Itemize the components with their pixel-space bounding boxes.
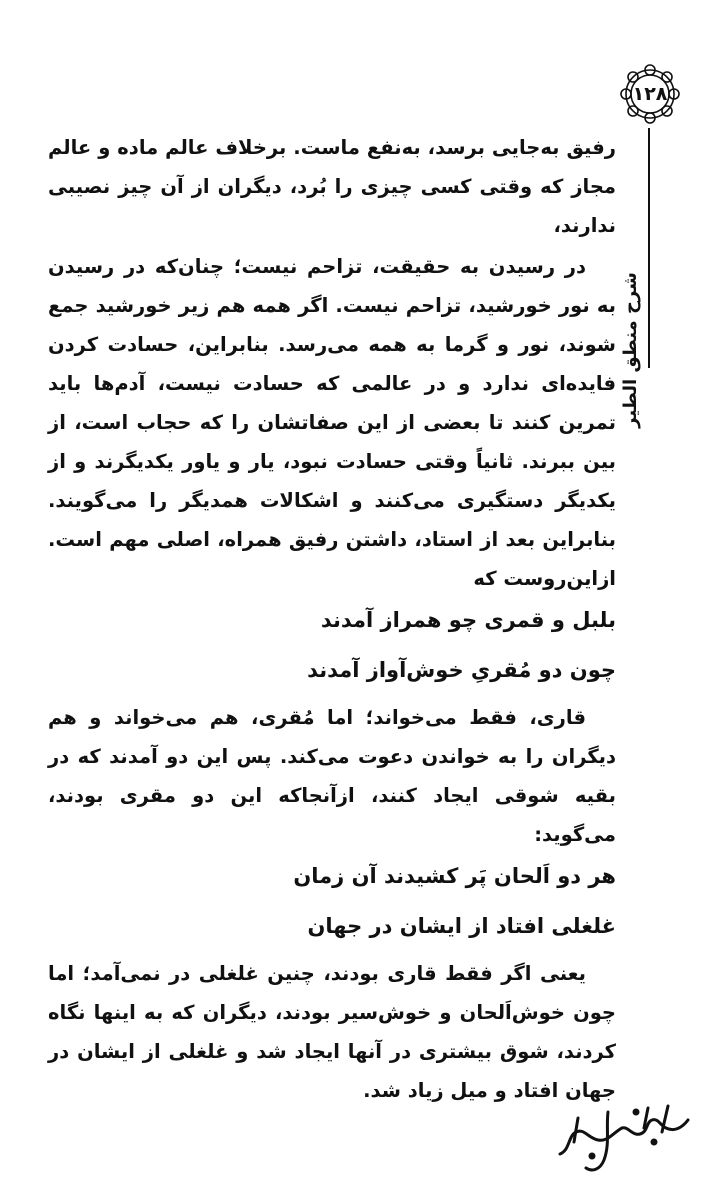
paragraph-2: در رسیدن به حقیقت، تزاحم نیست؛ چنان‌که در رسیدن به نور خورشید، تزاحم نیست. اگر همه هم زیر خورشید جمع شوند، نور و گرما به همه می‌رسد. بنابراین، حسادت کردن فایده‌ای ندارد و در عالمی که حسادت نیست، آدم‌ها باید تمرین کنند تا بعضی از این صفاتشان را که حجاب است، از بین ببرند. ثانیاً وقتی حسادت نبود، یار و یاور یکدیگرند و از یکدیگر دستگیری می‌کنند و اشکالات همدیگر را می‌گویند. بنابراین بعد از استاد، داشتن رفیق همراه، اصلی مهم است. ازاین‌روست که — [48, 255, 616, 590]
running-title: شرح منطق الطیر — [619, 272, 641, 428]
verse-1-line-1: بلبل و قمری چو همراز آمدند — [320, 608, 616, 632]
body-text — [48, 128, 616, 1110]
calligraphy-logo — [548, 1098, 698, 1178]
verse-1-line-2: چون دو مُقریِ خوش‌آواز آمدند — [307, 658, 616, 682]
verse-2-line-1: هر دو اَلحان پَر کشیدند آن زمان — [293, 864, 616, 888]
paragraph-3: قاری، فقط می‌خواند؛ اما مُقری، هم می‌خواند و هم دیگران را به خواندن دعوت می‌کند. پس این دو آمدند که در بقیه شوقی ایجاد کنند، ازآنجاکه این دو مقری بودند، می‌گوید: — [48, 706, 616, 846]
verse-2-line-2: غلغلی افتاد از ایشان در جهان — [307, 914, 616, 938]
paragraph-4: یعنی اگر فقط قاری بودند، چنین غلغلی در نمی‌آمد؛ اما چون خوش‌اَلحان و خوش‌سیر بودند، دیگران که به اینها نگاه کردند، شوق بیشتری در آنها ایجاد شد و غلغلی از ایشان در جهان افتاد و میل زیاد شد. — [48, 962, 616, 1102]
paragraph-1: رفیق به‌جایی برسد، به‌نفع ماست. برخلاف عالم ماده و عالم مجاز که وقتی کسی چیزی را بُرد، دیگران از آن چیز نصیبی ندارند، — [48, 136, 616, 237]
page-number-badge — [618, 62, 682, 126]
margin-rule — [648, 128, 650, 368]
page-number: ۱۲۸ — [632, 83, 668, 105]
calligraphy-logo-icon — [548, 1098, 698, 1178]
